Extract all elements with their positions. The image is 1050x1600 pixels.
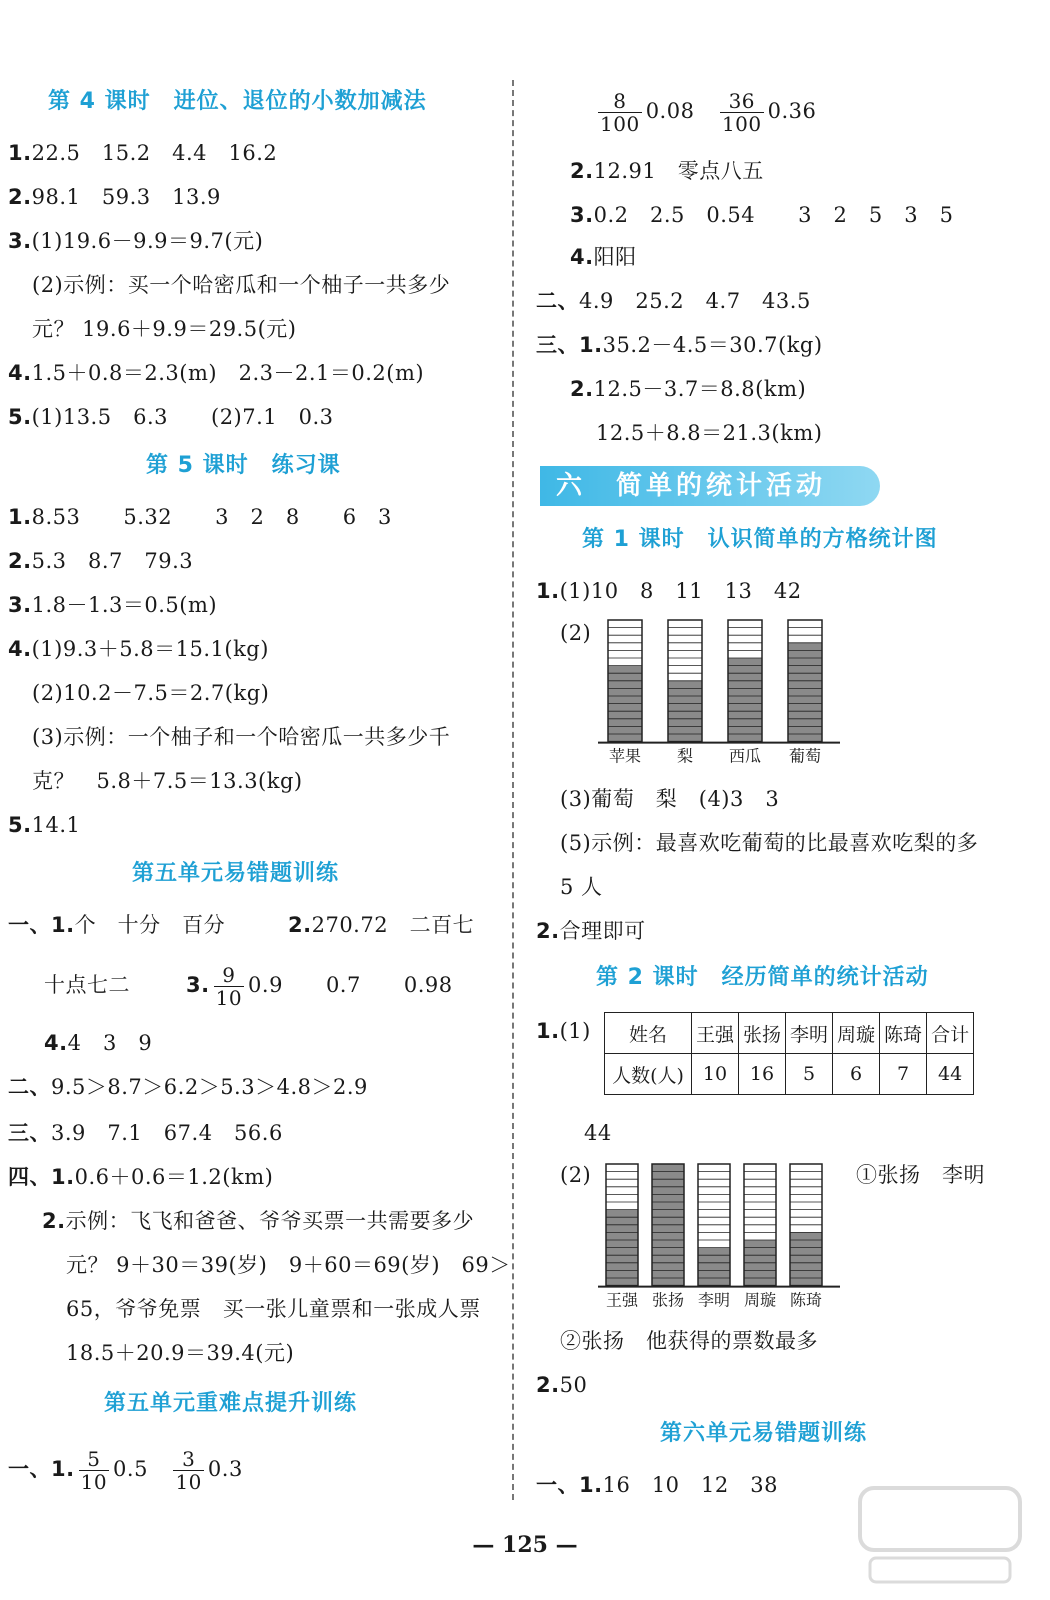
vote-grid-chart bbox=[594, 1158, 844, 1318]
answer-line: 2.合理即可 bbox=[536, 919, 646, 943]
answer-line: 1.(1)10 8 11 13 42 bbox=[536, 579, 802, 603]
category-label: 王强 bbox=[605, 1290, 639, 1310]
answer-line: 4.1.5＋0.8＝2.3(m) 2.3－2.1＝0.2(m) bbox=[8, 361, 425, 385]
answer-line: 1.22.5 15.2 4.4 16.2 bbox=[8, 141, 278, 165]
section-heading: 第六单元易错题训练 bbox=[660, 1421, 868, 1446]
answer-line: ①张扬 李明 bbox=[856, 1163, 985, 1187]
answer-line: 3.0.2 2.5 0.54 3 2 5 3 5 bbox=[570, 203, 954, 227]
answer-line: 12.5＋8.8＝21.3(km) bbox=[596, 421, 823, 445]
table-cell: 合计 bbox=[927, 1013, 974, 1054]
answer-line: 十点七二 bbox=[44, 973, 130, 997]
table-cell: 10 bbox=[692, 1054, 739, 1095]
answer-line: 四、1.0.6＋0.6＝1.2(km) bbox=[8, 1165, 274, 1189]
category-label: 周璇 bbox=[743, 1290, 777, 1310]
fraction: $\frac{36}{100}$ bbox=[721, 89, 762, 136]
answer-line: 2.示例：飞飞和爸爸、爷爷买票一共需要多少 bbox=[42, 1209, 475, 1233]
table-cell: 王强 bbox=[692, 1013, 739, 1054]
answer-line: 元？ 9＋30＝39(岁) 9＋60＝69(岁) 69＞ bbox=[66, 1253, 511, 1277]
answer-line: ②张扬 他获得的票数最多 bbox=[560, 1329, 818, 1353]
answer-line: 一、1.个 十分 百分 bbox=[8, 913, 226, 937]
table-cell: 人数(人) bbox=[605, 1054, 692, 1095]
column-divider bbox=[512, 80, 514, 1500]
answer-line: $\frac{8}{100}$ 0.08 $\frac{36}{100}$ 0.36 bbox=[600, 89, 817, 136]
fraction: $\frac{9}{10}$ bbox=[215, 963, 243, 1010]
section-heading: 第 2 课时 经历简单的统计活动 bbox=[596, 965, 929, 990]
answer-line: 元？ 19.6＋9.9＝29.5(元) bbox=[32, 317, 297, 341]
table-cell: 16 bbox=[739, 1054, 786, 1095]
answer-line: 1.(1) bbox=[536, 1019, 591, 1043]
fraction: $\frac{3}{10}$ bbox=[175, 1447, 202, 1494]
answer-line: 2.50 bbox=[536, 1373, 588, 1397]
answer-line: 44 bbox=[584, 1121, 612, 1145]
section-heading: 第 1 课时 认识简单的方格统计图 bbox=[582, 527, 938, 552]
answer-line: 4.(1)9.3＋5.8＝15.1(kg) bbox=[8, 637, 269, 661]
answer-line: 2.12.91 零点八五 bbox=[570, 159, 764, 183]
answer-line: 一、1.16 10 12 38 bbox=[536, 1473, 778, 1497]
table-row bbox=[605, 1013, 974, 1054]
category-label: 苹果 bbox=[608, 746, 642, 766]
answer-line: (5)示例：最喜欢吃葡萄的比最喜欢吃梨的多 bbox=[560, 831, 979, 855]
answer-line: 克？ 5.8＋7.5＝13.3(kg) bbox=[32, 769, 303, 793]
watermark-logo bbox=[850, 1480, 1030, 1590]
table-cell: 5 bbox=[786, 1054, 833, 1095]
table-cell: 陈琦 bbox=[880, 1013, 927, 1054]
answer-line: 3.1.8－1.3＝0.5(m) bbox=[8, 593, 218, 617]
answer-line: 2.5.3 8.7 79.3 bbox=[8, 549, 194, 573]
votes-table bbox=[604, 1012, 974, 1095]
answer-line: 一、1. $\frac{5}{10}$ 0.5 $\frac{3}{10}$ 0.3 bbox=[8, 1447, 243, 1494]
section-heading: 第 4 课时 进位、退位的小数加减法 bbox=[48, 89, 427, 114]
answer-line: 1.8.53 5.32 3 2 8 6 3 bbox=[8, 505, 392, 529]
answer-line: 4.阳阳 bbox=[570, 245, 637, 269]
table-cell: 张扬 bbox=[739, 1013, 786, 1054]
category-label: 葡萄 bbox=[788, 746, 822, 766]
table-row bbox=[605, 1054, 974, 1095]
table-cell: 6 bbox=[833, 1054, 880, 1095]
answer-line: 三、3.9 7.1 67.4 56.6 bbox=[8, 1121, 283, 1145]
answer-line: (3)示例：一个柚子和一个哈密瓜一共多少千 bbox=[32, 725, 451, 749]
answer-line: 5.14.1 bbox=[8, 813, 81, 837]
answer-line: 二、9.5＞8.7＞6.2＞5.3＞4.8＞2.9 bbox=[8, 1075, 368, 1099]
table-cell: 姓名 bbox=[605, 1013, 692, 1054]
fruit-grid-chart bbox=[594, 614, 844, 774]
answer-line: 65，爷爷免票 买一张儿童票和一张成人票 bbox=[66, 1297, 481, 1321]
answer-line: (2)示例：买一个哈密瓜和一个柚子一共多少 bbox=[32, 273, 451, 297]
answer-line: 2.270.72 二百七 bbox=[288, 913, 475, 937]
table-cell: 44 bbox=[927, 1054, 974, 1095]
answer-line: 5 人 bbox=[560, 875, 603, 899]
table-cell: 周璇 bbox=[833, 1013, 880, 1054]
answer-line: (2) bbox=[560, 1163, 592, 1187]
answer-line: 18.5＋20.9＝39.4(元) bbox=[66, 1341, 295, 1365]
fraction: $\frac{5}{10}$ bbox=[80, 1447, 108, 1494]
answer-line: (3)葡萄 梨 (4)3 3 bbox=[560, 787, 780, 811]
category-label: 张扬 bbox=[651, 1290, 685, 1310]
table-cell: 李明 bbox=[786, 1013, 833, 1054]
answer-line: 3. $\frac{9}{10}$ 0.9 0.7 0.98 bbox=[186, 963, 453, 1010]
category-label: 李明 bbox=[697, 1290, 731, 1310]
category-label: 西瓜 bbox=[728, 746, 762, 766]
answer-line: 2.12.5－3.7＝8.8(km) bbox=[570, 377, 807, 401]
answer-line: 三、1.35.2－4.5＝30.7(kg) bbox=[536, 333, 823, 357]
answer-line: 4.4 3 9 bbox=[44, 1031, 153, 1055]
answer-line: 5.(1)13.5 6.3 (2)7.1 0.3 bbox=[8, 405, 334, 429]
section-heading: 第五单元易错题训练 bbox=[132, 861, 340, 886]
bar bbox=[728, 658, 762, 742]
category-label: 梨 bbox=[676, 746, 694, 766]
unit-banner: 六 简单的统计活动 bbox=[540, 466, 880, 506]
answer-line: 二、4.9 25.2 4.7 43.5 bbox=[536, 289, 811, 313]
table-cell: 7 bbox=[880, 1054, 927, 1095]
section-heading: 第 5 课时 练习课 bbox=[146, 453, 341, 478]
bar bbox=[698, 1248, 730, 1286]
answer-line: 2.98.1 59.3 13.9 bbox=[8, 185, 221, 209]
category-label: 陈琦 bbox=[789, 1290, 823, 1310]
answer-line: (2) bbox=[560, 621, 592, 645]
page-number: — 125 — bbox=[472, 1532, 578, 1558]
answer-line: 3.(1)19.6－9.9＝9.7(元) bbox=[8, 229, 264, 253]
fraction: $\frac{8}{100}$ bbox=[600, 89, 640, 136]
answer-line: (2)10.2－7.5＝2.7(kg) bbox=[32, 681, 270, 705]
section-heading: 第五单元重难点提升训练 bbox=[104, 1391, 358, 1416]
